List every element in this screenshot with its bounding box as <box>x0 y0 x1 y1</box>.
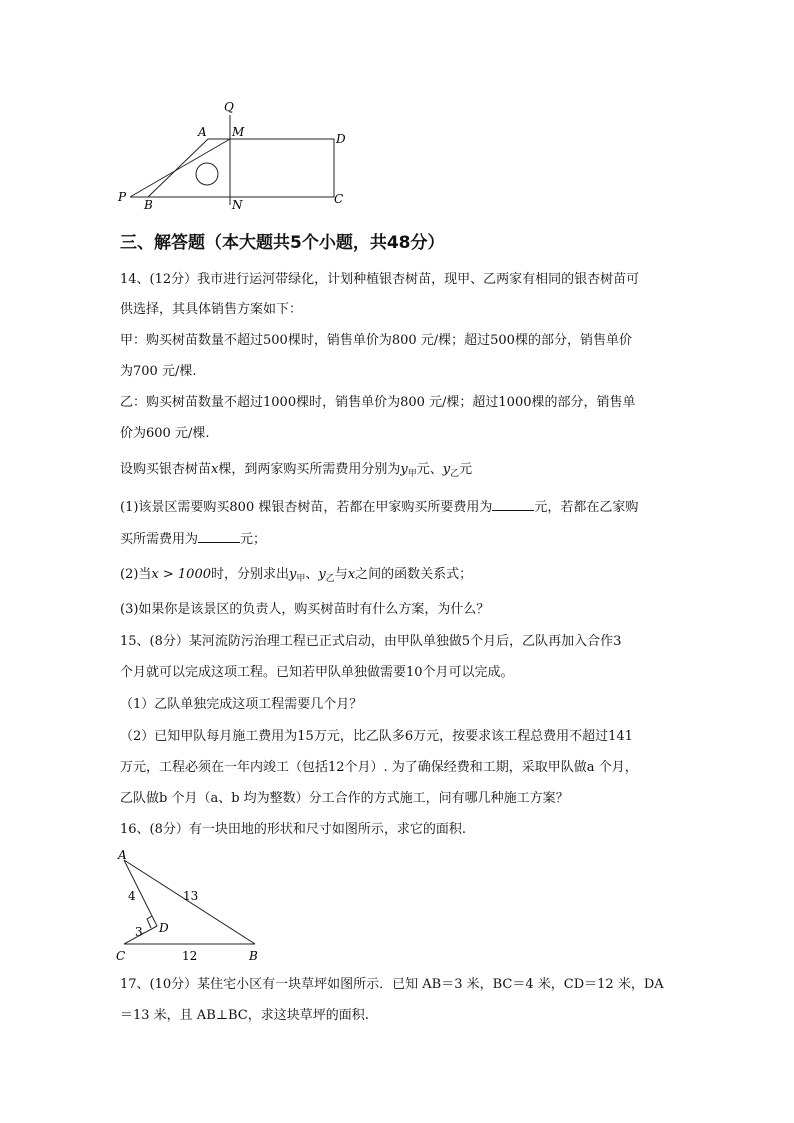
q15-part2-line-2: 万元，工程必须在一年内竣工（包括12个月）. 为了确保经费和工期，采取甲队做a 个月， <box>120 760 638 775</box>
q14-part1-d: 元； <box>240 532 267 547</box>
section-heading: 三、解答题（本大题共5个小题，共48分） <box>120 233 445 253</box>
q14-part2-b: 时，分别求出 <box>211 567 290 582</box>
var-y-yi-2: y <box>318 567 326 582</box>
q14-jia-line-2: 为700 元/棵. <box>120 364 197 379</box>
circle-shape <box>196 163 218 185</box>
right-angle-mark <box>147 916 152 928</box>
q15-part2-line-1: （2）已知甲队每月施工费用为15万元，比乙队多6万元，按要求该工程总费用不超过141 <box>120 729 633 744</box>
figure-rectangle-circle <box>112 95 362 215</box>
rectangle-MDCN <box>230 139 334 197</box>
q14-part2-sep: 、 <box>305 567 319 582</box>
answer-blank-yi[interactable] <box>198 530 240 543</box>
q14-setup-b: 棵，到两家购买所需费用分别为 <box>218 462 401 477</box>
q14-part1-c: 买所需费用为 <box>120 532 199 547</box>
answer-blank-jia[interactable] <box>492 498 534 511</box>
sub-yi-2: 乙 <box>325 574 335 584</box>
label-P: P <box>118 190 127 204</box>
q14-part2-condition: x > 1000 <box>151 567 211 582</box>
q14-setup-c: 元、 <box>416 462 443 477</box>
q15-intro-line-1: 15、(8分）某河流防污治理工程已正式启动，由甲队单独做5个月后，乙队再加入合作3 <box>120 634 622 649</box>
label-A: A <box>118 848 127 862</box>
var-y-jia-2: y <box>289 567 297 582</box>
q14-setup-line <box>120 462 472 482</box>
label-B: B <box>249 949 258 963</box>
figure-triangle-field <box>110 848 270 966</box>
label-C: C <box>334 192 344 206</box>
q14-yi-line-2: 价为600 元/棵. <box>120 426 210 441</box>
label-C: C <box>116 949 126 963</box>
sub-jia-2: 甲 <box>296 574 306 584</box>
q14-part2-d: 之间的函数关系式； <box>355 567 473 582</box>
label-A: A <box>198 125 207 139</box>
q14-part2-c: 与 <box>334 567 348 582</box>
q14-part3: (3)如果你是该景区的负责人，购买树苗时有什么方案，为什么？ <box>120 602 490 617</box>
label-D: D <box>336 132 346 146</box>
label-N: N <box>232 198 243 212</box>
var-x-2: x <box>347 567 356 582</box>
q15-part2-line-3: 乙队做b 个月（a、b 均为整数）分工合作的方式施工，问有哪几种施工方案？ <box>120 791 569 806</box>
line-AB <box>148 139 208 197</box>
q14-jia-line-1: 甲：购买树苗数量不超过500棵时，销售单价为800 元/棵；超过500棵的部分，销售单价 <box>120 333 632 348</box>
length-AD: 4 <box>128 889 136 903</box>
q14-part1-line-1 <box>120 498 638 516</box>
line-PM <box>130 139 230 197</box>
label-D: D <box>159 921 169 935</box>
q16-text: 16、(8分）有一块田地的形状和尺寸如图所示，求它的面积. <box>120 822 467 837</box>
var-y-yi: y <box>442 462 451 477</box>
q15-part1: （1）乙队单独完成这项工程需要几个月？ <box>120 697 363 712</box>
q15-intro-line-2: 个月就可以完成这项工程。已知若甲队单独做需要10个月可以完成。 <box>120 665 514 680</box>
length-AB: 13 <box>183 889 199 903</box>
var-y-jia: y <box>400 462 408 477</box>
label-B: B <box>144 198 153 212</box>
length-CB: 12 <box>182 949 198 963</box>
q17-line-2: ＝13 米，且 AB⊥BC，求这块草坪的面积. <box>120 1008 369 1023</box>
q17-line-1: 17、(10分）某住宅小区有一块草坪如图所示．已知 AB＝3 米，BC＝4 米，CD＝12 米，DA <box>120 977 664 992</box>
q14-part2-a: (2)当 <box>120 567 152 582</box>
q14-part1-a: (1)该景区需要购买800 棵银杏树苗，若都在甲家购买所要费用为 <box>120 500 493 515</box>
sub-jia: 甲 <box>407 469 417 479</box>
q14-part2-line <box>120 567 472 587</box>
length-CD: 3 <box>135 925 143 939</box>
q14-part1-line-2 <box>120 530 266 548</box>
q14-part1-b: 元，若都在乙家购 <box>534 500 639 515</box>
q14-setup-d: 元 <box>459 462 473 477</box>
label-Q: Q <box>224 100 234 114</box>
q14-yi-line-1: 乙：购买树苗数量不超过1000棵时，销售单价为800 元/棵；超过1000棵的部分，销售单 <box>120 395 636 410</box>
sub-yi: 乙 <box>450 469 460 479</box>
var-x: x <box>211 462 219 477</box>
q14-intro-line-2: 供选择，其具体销售方案如下： <box>120 302 303 317</box>
q14-setup-a: 设购买银杏树苗 <box>120 462 212 477</box>
q14-intro-line-1: 14、(12分）我市进行运河带绿化，计划种植银杏树苗，现甲、乙两家有相同的银杏树苗可 <box>120 272 640 287</box>
label-M: M <box>232 125 245 139</box>
